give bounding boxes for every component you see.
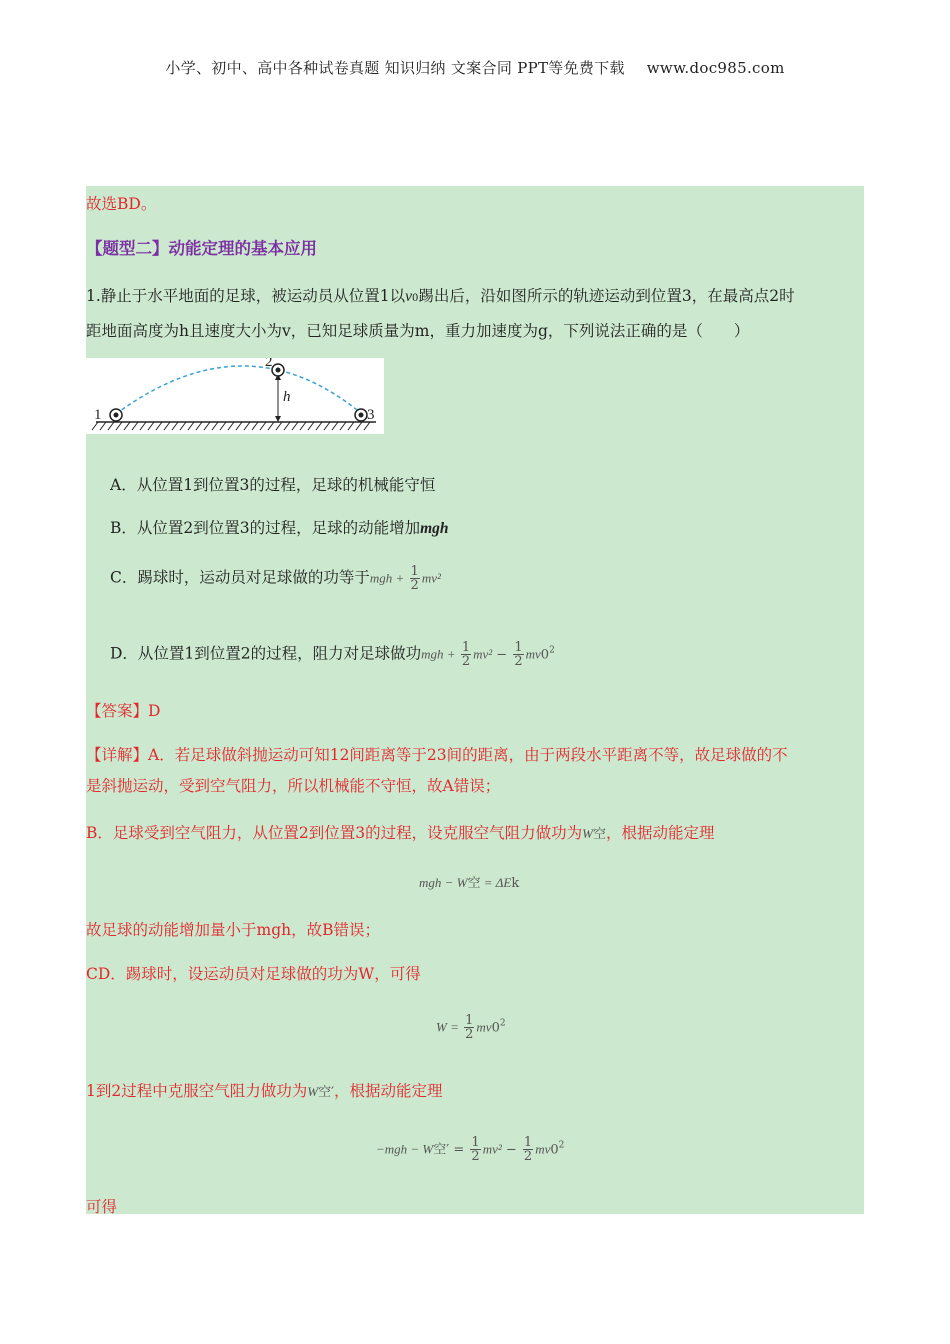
header-text: 小学、初中、高中各种试卷真题 知识归纳 文案合同 PPT等免费下载 (165, 59, 625, 77)
trajectory-figure (86, 358, 384, 434)
label-2: 2 (265, 358, 273, 370)
label-1: 1 (94, 407, 102, 423)
ground-hatch (92, 422, 370, 430)
detail-cd-line: CD．踢球时，设运动员对足球做的功为W，可得 (86, 965, 421, 983)
detail-b-line-1: B．足球受到空气阻力，从位置2到位置3的过程，设克服空气阻力做功为W空，根据动能定理 (86, 824, 715, 842)
label-3: 3 (367, 407, 375, 423)
option-d: D．从位置1到位置2的过程，阻力对足球做功mgh + $\frac{1}{2}$ mv² − $\frac{1}{2}$ $mv0^2$ (110, 640, 555, 669)
label-h: h (283, 389, 291, 405)
answer-line (86, 699, 160, 721)
trajectory-diagram (86, 358, 384, 434)
question-line-2: 距地面高度为h且速度大小为v，已知足球质量为m，重力加速度为g，下列说法正确的是（ ） (86, 322, 750, 340)
detail-step-line: 1到2过程中克服空气阻力做功为W空′，根据动能定理 (86, 1082, 443, 1100)
detail-a-line-1: 【详解】A．若足球做斜抛运动可知12间距离等于23间的距离，由于两段水平距离不等，故足球做的不 (86, 746, 788, 764)
section-title: 【题型二】动能定理的基本应用 (86, 239, 317, 258)
height-arrow-head-bottom (275, 416, 281, 422)
equation-1: mgh − W空 = ΔEk (419, 875, 520, 891)
option-c: C．踢球时，运动员对足球做的功等于mgh + $\frac{1}{2}$ mv² (110, 564, 441, 593)
answer-label: 【答案】 (86, 702, 149, 720)
option-b: B．从位置2到位置3的过程，足球的动能增加mgh (110, 519, 449, 537)
question-line-1: 1.静止于水平地面的足球，被运动员从位置1以v0踢出后，沿如图所示的轨迹运动到位置3，在最高点2时 (86, 287, 795, 305)
answer-value: D (148, 702, 161, 720)
trajectory-curve (116, 366, 362, 414)
detail-label: 【详解】 (86, 746, 149, 764)
detail-b-conclusion: 故足球的动能增加量小于mgh，故B错误； (86, 921, 380, 939)
detail-last-line: 可得 (86, 1198, 118, 1216)
option-a: A．从位置1到位置3的过程，足球的机械能守恒 (110, 476, 436, 494)
detail-a-line-2: 是斜抛运动，受到空气阻力，所以机械能不守恒，故A错误； (86, 777, 501, 795)
equation-2: W = $\frac{1}{2}$ $mv0^2$ (436, 1013, 506, 1042)
prev-conclusion: 故选BD。 (86, 195, 157, 213)
content-panel (86, 186, 864, 1214)
page-header (0, 57, 950, 78)
header-site: www.doc985.com (646, 59, 785, 77)
equation-3: −mgh − W空′ = $\frac{1}{2}$ mv² − $\frac{1}{2}$ $mv0^2$ (376, 1135, 565, 1164)
